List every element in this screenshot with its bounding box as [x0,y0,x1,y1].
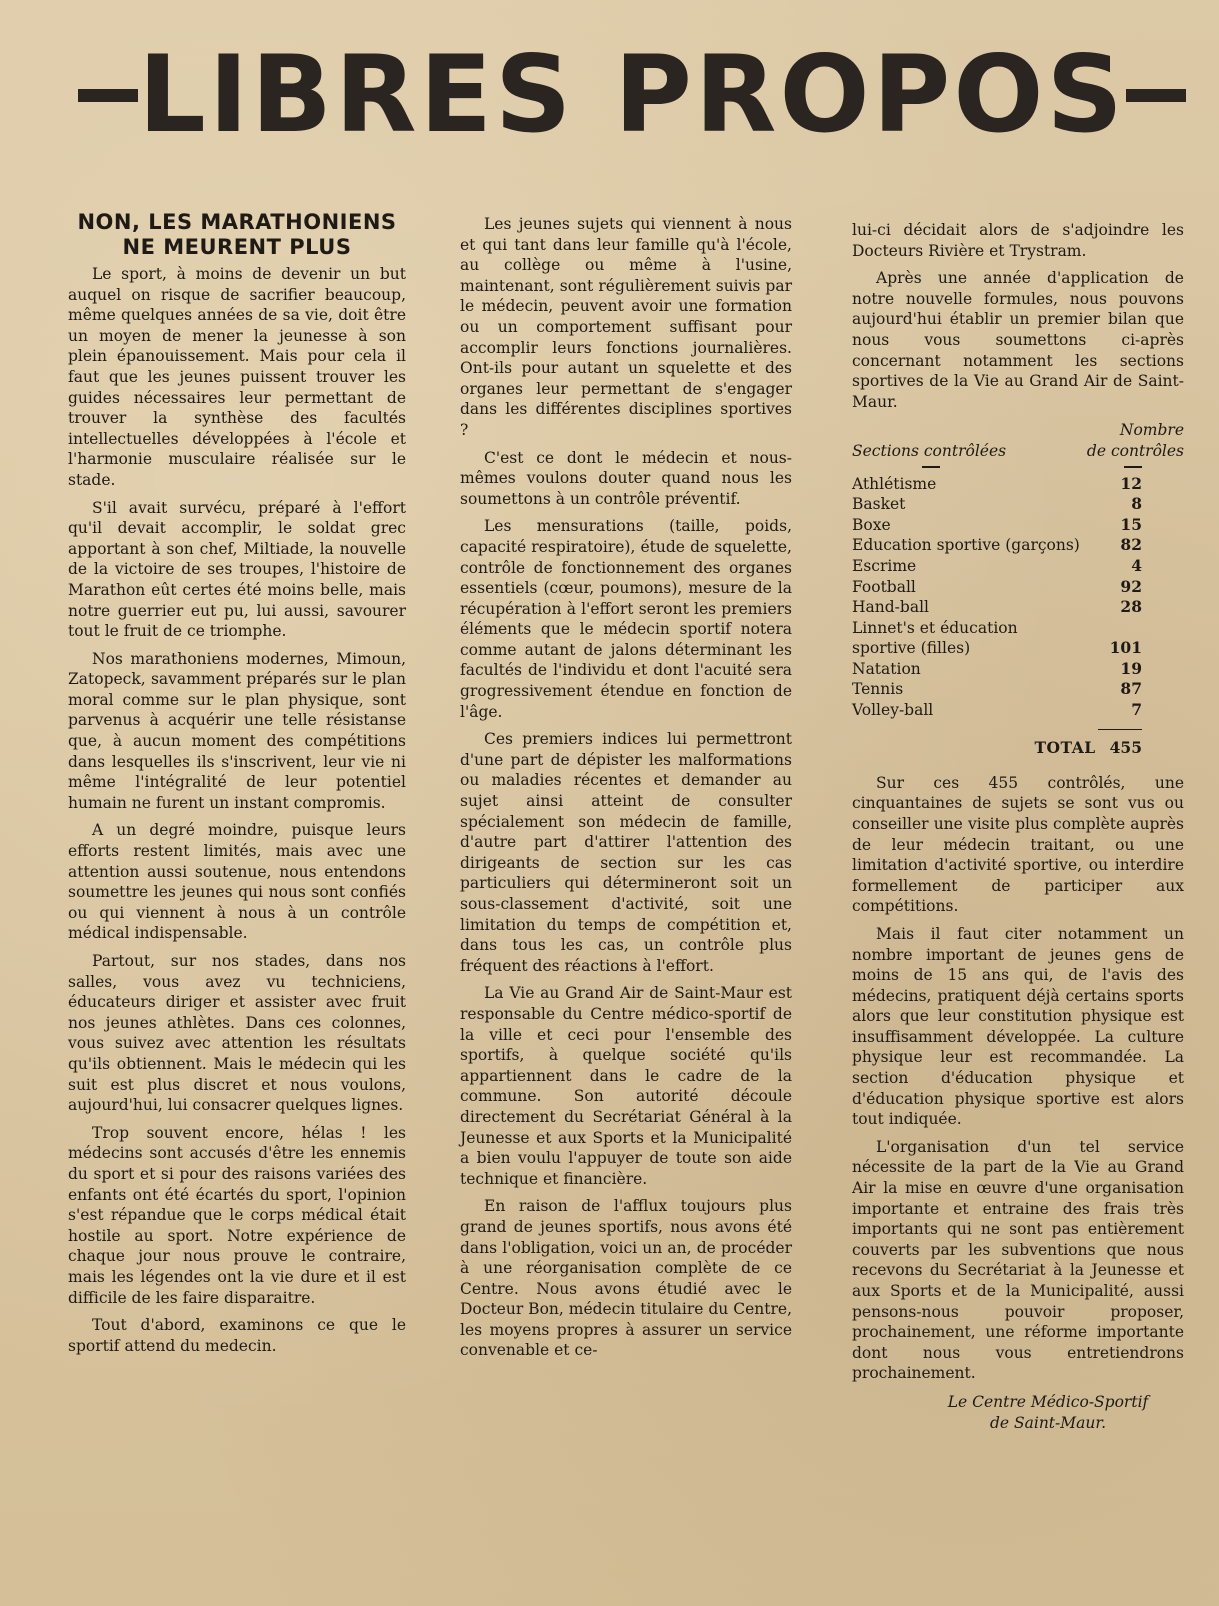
paragraph: Ces premiers indices lui permettront d'une part de dépister les malformations ou maladies récentes et demander au sujet ainsi atteint de consulter spécialement son médecin de famille, d'autre part d'attirer l'attention des dirigeants de section sur les cas particuliers qui détermineront soit un sous-classement d'activité, soit une limitation du temps de compétition et, dans tous les cas, un contrôle plus fréquent des réactions à l'effort. [460,730,792,975]
total-rule [1098,729,1142,731]
section-count: 19 [1120,658,1142,678]
left-dash [78,89,138,102]
table-row [852,679,1184,700]
article-title-line-1: NON, LES MARATHONIENS [77,210,397,234]
paragraph: C'est ce dont le médecin et nous-mêmes voulons douter quand nous les soumettons à un contrôle préventif. [460,448,792,508]
article-title [68,210,406,260]
section-name: Escrime [852,556,917,575]
section-count: 4 [1131,555,1142,575]
paragraph: S'il avait survécu, préparé à l'effort qu'il devait accomplir, le soldat grec apportant à son chef, Miltiade, la nouvelle de la victoire de ses troupes, l'histoire de Marathon eût certes été moins belle, mais notre guerrier eut pu, lui aussi, savourer tout le fruit de ce triomphe. [68,498,406,641]
section-name: Hand-ball [852,598,929,617]
rule [922,466,940,468]
signature-line-1: Le Centre Médico-Sportif [947,1392,1149,1411]
section-count: 82 [1120,535,1142,555]
paragraph: Mais il faut citer notamment un nombre important de jeunes gens de moins de 15 ans qui, de l'avis des médecins, pratiquent déjà certains sports alors que leur constitution physique est insuffisamment développée. La culture physique leur est recommandée. La section d'éducation physique et d'éducation physique sportive est alors tout indiquée. [852,924,1184,1129]
table-header-count [1074,420,1184,461]
column-2 [460,214,792,1368]
table-row [852,597,1184,618]
table-header-count-line-1: Nombre [1119,421,1184,440]
section-count: 101 [1109,638,1142,658]
total-row [852,738,1184,759]
paragraph: Les jeunes sujets qui viennent à nous et qui tant dans leur famille qu'à l'école, au collège ou même à l'usine, maintenant, sont régulièrement suivis par le médecin, peuvent avoir une formation ou un comportement suffisant pour accomplir leurs fonctions journalières. Ont-ils pour autant un squelette et des organes leur permettant de s'engager dans les différentes disciplines sportives ? [460,215,792,439]
total-value: 455 [1109,738,1142,758]
column-3 [852,220,1184,1434]
section-count: 7 [1131,700,1142,720]
table-row [852,515,1184,536]
section-name: Football [852,577,916,596]
rule [1124,466,1142,468]
table-row [852,659,1184,680]
section-count: 87 [1120,679,1142,699]
section-count: 12 [1120,473,1142,493]
table-row [852,577,1184,598]
paragraph: Nos marathoniens modernes, Mimoun, Zatopeck, savamment préparés sur le plan moral comme sur le plan physique, sont parvenus à acquérir une telle résistanse que, à aucun moment des compétitions dans lesquelles ils s'inscrivent, leur vie ni même l'intégralité de leur potentiel humain ne furent un instant compromis. [68,649,406,812]
table-header [852,420,1184,461]
table-row [852,535,1184,556]
section-name: Basket [852,495,906,514]
masthead-title: LIBRES PROPOS [138,33,1126,156]
section-name: Volley-ball [852,701,934,720]
section-count: 92 [1120,576,1142,596]
table-header-count-line-2: de contrôles [1086,441,1184,460]
paragraph: Le sport, à moins de devenir un but auquel on risque de sacrifier beaucoup, même quelques années de sa vie, doit être un moyen de mener la jeunesse à son plein épanouissement. Mais pour cela il faut que les jeunes puissent trouver les guides nécessaires leur permettant de trouver la synthèse des facultés intellectuelles développées à l'école et l'harmonie musculaire réalisée sur le stade. [68,265,406,489]
section-name: Boxe [852,515,891,534]
table-header-rules [852,466,1184,468]
paragraph: Sur ces 455 contrôlés, une cinquantaines de sujets se sont vus ou conseiller une visite plus complète auprès de leur médecin traitant, ou une limitation d'activité sportive, ou interdire formellement de participer aux compétitions. [852,773,1184,916]
paragraph: Partout, sur nos stades, dans nos salles, vous avez vu techniciens, éducateurs diriger et assister avec fruit nos jeunes athlètes. Dans ces colonnes, vous suivez avec attention les résultats qu'ils obtiennent. Mais le médecin qui les suit est plus discret et nous voulons, aujourd'hui, lui consacrer quelques lignes. [68,952,406,1115]
paragraph: L'organisation d'un tel service nécessite de la part de la Vie au Grand Air la mise en œuvre d'une organisation importante et entraine des frais très importants qui ne sont pas entièrement couverts par les subventions que nous recevons du Secrétariat à la Jeunesse et aux Sports et de la Municipalité, aussi pensons-nous pouvoir proposer, prochainement, une réforme importante dont nous vous entretiendrons prochainement. [852,1137,1184,1383]
total-label: TOTAL [1034,738,1096,758]
paragraph: lui-ci décidait alors de s'adjoindre les Docteurs Rivière et Trystram. [852,221,1184,260]
paragraph: Trop souvent encore, hélas ! les médecins sont accusés d'être les ennemis du sport et si pour des raisons variées des enfants ont été écartés du sport, l'opinion s'est répandue que le corps médical était hostile au sport. Notre expérience de chaque jour nous prouve le contraire, mais les légendes ont la vie dure et il est difficile de les faire disparaitre. [68,1123,406,1307]
section-name: Education sportive (garçons) [852,536,1080,555]
paragraph: En raison de l'afflux toujours plus grand de jeunes sportifs, nous avons été dans l'obligation, voici un an, de procéder à une réorganisation complète de ce Centre. Nous avons étudié avec le Docteur Bon, médecin titulaire du Centre, les moyens propres à assurer un service convenable et ce- [460,1197,792,1360]
table-row [852,700,1184,721]
table-header-sections: Sections contrôlées [852,441,1007,460]
table-row [852,474,1184,495]
section-name: Tennis [852,680,904,699]
table-row [852,556,1184,577]
section-name: Athlétisme [852,474,937,493]
paragraph: Après une année d'application de notre nouvelle formules, nous pouvons aujourd'hui établir un premier bilan que nous vous soumettons ci-après concernant notamment les sections sportives de la Vie au Grand Air de Saint-Maur. [852,269,1184,411]
masthead [78,33,1186,156]
sections-table [852,474,1184,721]
paragraph: A un degré moindre, puisque leurs efforts restent limités, mais avec une attention aussi soutenue, nous entendons soumettre les jeunes qui nous sont confiés ou qui viennent à nous à un contrôle médical indispensable. [68,821,406,943]
right-dash [1126,89,1186,102]
column-1 [68,210,406,1363]
section-name: Linnet's et éducation sportive (filles) [852,618,1018,658]
signature-line-2: de Saint-Maur. [989,1413,1106,1432]
section-count: 15 [1120,514,1142,534]
paragraph: Les mensurations (taille, poids, capacité respiratoire), étude de squelette, contrôle de fonctionnement des organes essentiels (cœur, poumons), mesure de la récupération à l'effort seront les premiers éléments que le médecin sportif notera comme autant de jalons déterminant les facultés de l'individu et dont l'acuité sera grogressivement étendue en fonction de l'âge. [460,517,792,721]
paragraph: Tout d'abord, examinons ce que le sportif attend du medecin. [68,1316,406,1355]
table-row [852,494,1184,515]
signature [852,1392,1184,1434]
section-name: Natation [852,659,921,678]
paragraph: La Vie au Grand Air de Saint-Maur est responsable du Centre médico-sportif de la ville et ceci pour l'ensemble des sportifs, à quelque société qu'ils appartiennent dans le cadre de la commune. Son autorité découle directement du Secrétariat Général à la Jeunesse et aux Sports et la Municipalité a bien voulu l'appuyer de toute son aide technique et financière. [460,984,792,1188]
article-title-line-2: NE MEURENT PLUS [122,235,352,259]
section-count: 8 [1131,494,1142,514]
section-count: 28 [1120,597,1142,617]
table-row [852,618,1184,659]
